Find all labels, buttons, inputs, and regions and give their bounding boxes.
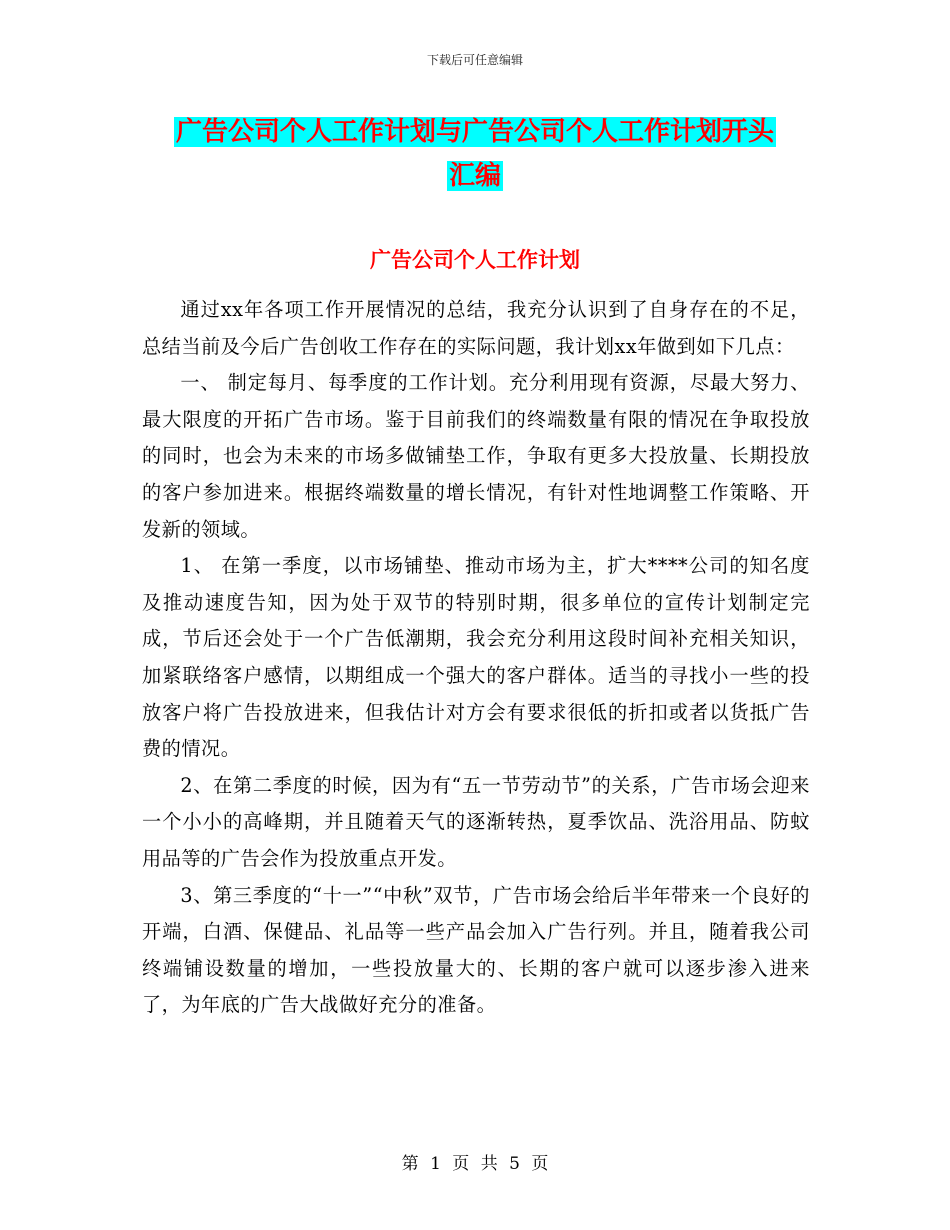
document-title xyxy=(140,110,810,198)
document-title-line1: 广告公司个人工作计划与广告公司个人工作计划开头 xyxy=(175,117,774,147)
document-title-line2: 汇编 xyxy=(448,161,501,191)
page-footer: 第 1 页 共 5 页 xyxy=(401,1154,549,1174)
paragraph: 1、 在第一季度，以市场铺垫、推动市场为主，扩大****公司的知名度及推动速度告知，因为处于双节的特别时期，很多单位的宣传计划制定完成，节后还会处于一个广告低潮期，我会充分利用这段时间补充相关知识，加紧联络客户感情，以期组成一个强大的客户群体。适当的寻找小一些的投放客户将广告投放进来，但我估计对方会有要求很低的折扣或者以货抵广告费的情况。 xyxy=(142,554,810,761)
header-note: 下载后可任意编辑 xyxy=(426,53,523,67)
paragraph: 一、 制定每月、每季度的工作计划。充分利用现有资源，尽最大努力、最大限度的开拓广告市场。鉴于目前我们的终端数量有限的情况在争取投放的同时，也会为未来的市场多做铺垫工作，争取有更多大投放量、长期投放的客户参加进来。根据终端数量的增长情况，有针对性地调整工作策略、开发新的领域。 xyxy=(142,371,810,541)
paragraph: 2、在第二季度的时候，因为有“五一节劳动节”的关系，广告市场会迎来一个小小的高峰期，并且随着天气的逐渐转热，夏季饮品、洗浴用品、防蚊用品等的广告会作为投放重点开发。 xyxy=(142,773,810,870)
paragraph: 通过xx年各项工作开展情况的总结，我充分认识到了自身存在的不足，总结当前及今后广告创收工作存在的实际问题，我计划xx年做到如下几点： xyxy=(142,298,810,358)
paragraph: 3、第三季度的“十一”“中秋”双节，广告市场会给后半年带来一个良好的开端，白酒、保健品、礼品等一些产品会加入广告行列。并且，随着我公司终端铺设数量的增加，一些投放量大的、长期的客户就可以逐步渗入进来了，为年底的广告大战做好充分的准备。 xyxy=(142,883,810,1017)
body-text xyxy=(142,292,810,1024)
section-title: 广告公司个人工作计划 xyxy=(370,248,580,272)
